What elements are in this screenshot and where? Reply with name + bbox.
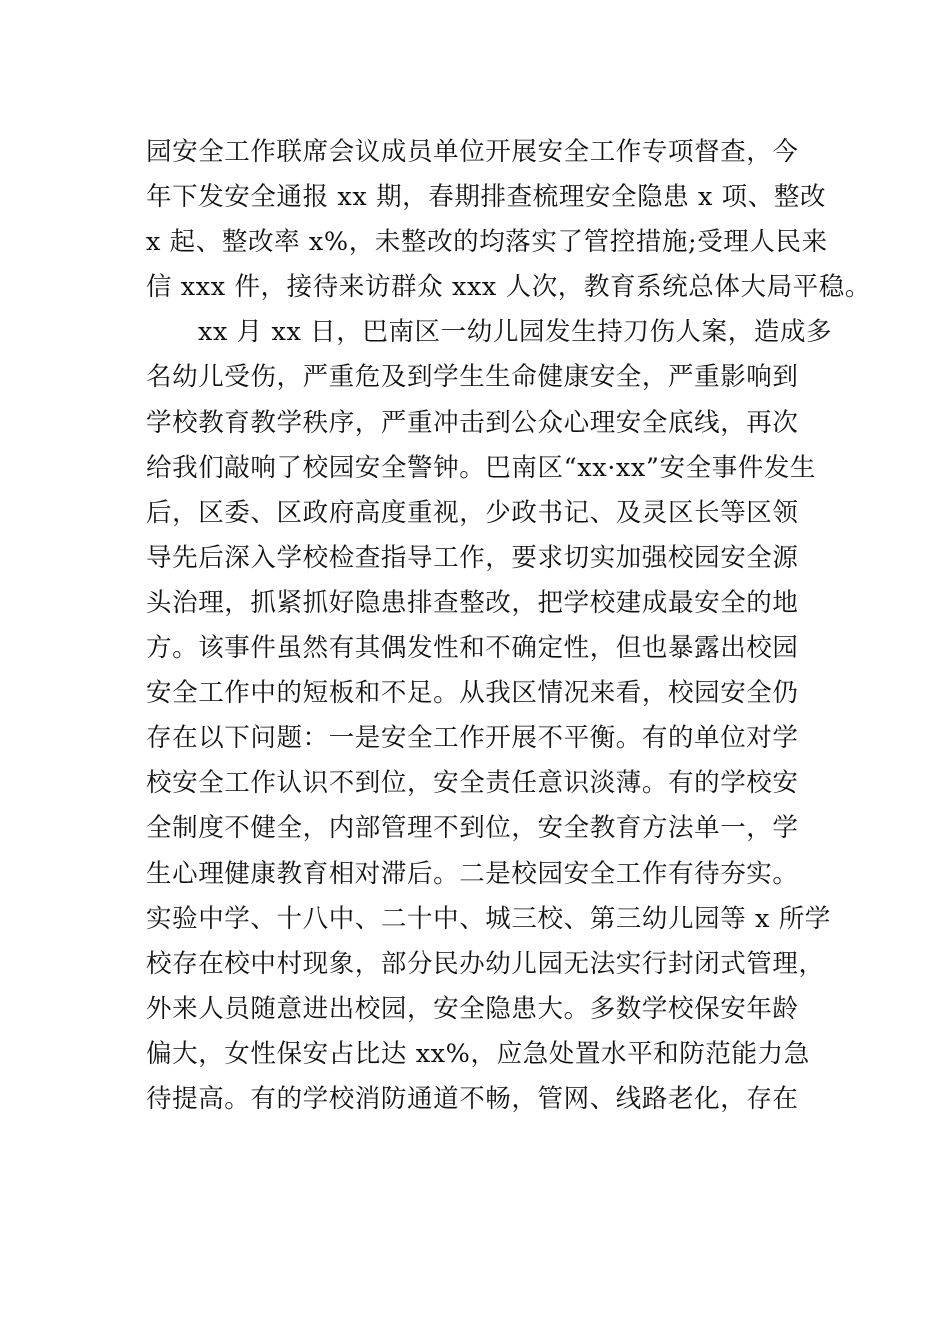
text-line: 外来人员随意进出校园，安全隐患大。多数学校保安年龄 xyxy=(146,993,799,1024)
paragraph-incident xyxy=(146,310,833,1122)
text-line: 给我们敲响了校园安全警钟。巴南区“xx·xx”安全事件发生 xyxy=(146,452,817,483)
text-line: 名幼儿受伤，严重危及到学生生命健康安全，严重影响到 xyxy=(146,362,799,393)
text-line: 偏大，女性保安占比达 xx%，应急处置水平和防范能力急 xyxy=(146,1038,810,1069)
text-line: 全制度不健全，内部管理不到位，安全教育方法单一，学 xyxy=(146,813,799,844)
text-line: 待提高。有的学校消防通道不畅，管网、线路老化，存在 xyxy=(146,1083,799,1114)
text-line: 方。该事件虽然有其偶发性和不确定性，但也暴露出校园 xyxy=(146,633,799,664)
text-line: 生心理健康教育相对滞后。二是校园安全工作有待夯实。 xyxy=(146,858,799,889)
body-text xyxy=(146,130,872,1122)
text-line: 存在以下问题：一是安全工作开展不平衡。有的单位对学 xyxy=(146,723,799,754)
text-line: 安全工作中的短板和不足。从我区情况来看，校园安全仍 xyxy=(146,678,799,709)
text-line: 年下发安全通报 xx 期，春期排查梳理安全隐患 x 项、整改 xyxy=(146,182,827,213)
paragraph-continuation xyxy=(146,130,872,310)
text-line: 校存在校中村现象，部分民办幼儿园无法实行封闭式管理， xyxy=(146,948,825,979)
text-line: 头治理，抓紧抓好隐患排查整改，把学校建成最安全的地 xyxy=(146,587,799,618)
text-line: x 起、整改率 x%，未整改的均落实了管控措施;受理人民来 xyxy=(146,227,828,258)
text-line: 实验中学、十八中、二十中、城三校、第三幼儿园等 x 所学 xyxy=(146,903,831,934)
text-line: xx 月 xx 日，巴南区一幼儿园发生持刀伤人案，造成多 xyxy=(198,317,833,348)
text-line: 园安全工作联席会议成员单位开展安全工作专项督查，今 xyxy=(146,137,799,167)
text-line: 后，区委、区政府高度重视，少政书记、及灵区长等区领 xyxy=(146,497,799,528)
text-line: 校安全工作认识不到位，安全责任意识淡薄。有的学校安 xyxy=(146,768,799,799)
text-line: 导先后深入学校检查指导工作，要求切实加强校园安全源 xyxy=(146,542,799,573)
text-line: 学校教育教学秩序，严重冲击到公众心理安全底线，再次 xyxy=(146,407,799,438)
text-line: 信 xxx 件，接待来访群众 xxx 人次，教育系统总体大局平稳。 xyxy=(146,272,872,303)
